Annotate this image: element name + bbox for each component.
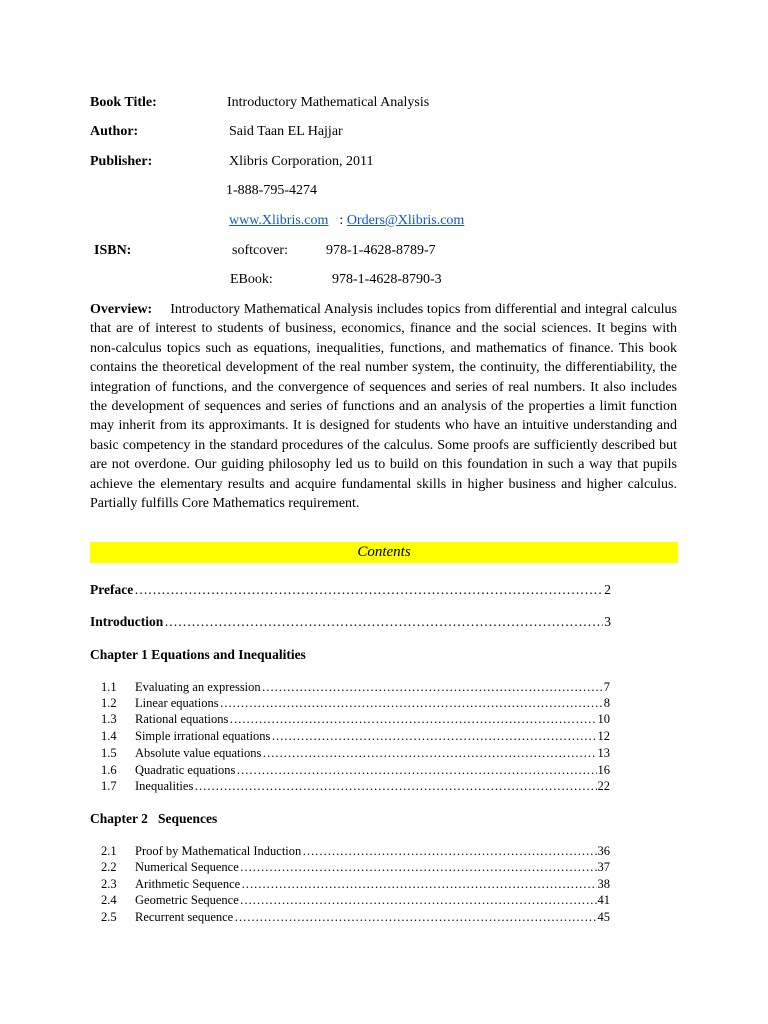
toc-entry-title: Introduction xyxy=(90,614,164,629)
overview-paragraph xyxy=(90,300,677,513)
toc-entry-page: 2 xyxy=(604,582,611,597)
section-page: 7 xyxy=(603,680,610,694)
section-page: 45 xyxy=(597,910,610,924)
toc-section[interactable] xyxy=(101,695,610,711)
section-page: 37 xyxy=(597,860,610,874)
section-title: Arithmetic Sequence xyxy=(135,877,241,891)
section-number: 1.4 xyxy=(101,729,117,743)
toc-section[interactable] xyxy=(101,892,610,908)
section-number: 2.2 xyxy=(101,860,117,874)
section-number: 2.5 xyxy=(101,910,117,924)
toc-section[interactable] xyxy=(101,728,610,744)
toc-leader-dots xyxy=(236,762,596,778)
toc-leader-dots xyxy=(220,695,603,711)
section-page: 36 xyxy=(597,844,610,858)
section-page: 38 xyxy=(597,877,610,891)
softcover-isbn: 978-1-4628-8789-7 xyxy=(326,243,436,258)
section-page: 13 xyxy=(597,746,610,760)
toc-leader-dots xyxy=(241,876,596,892)
book-title: Introductory Mathematical Analysis xyxy=(227,95,430,110)
toc-leader-dots xyxy=(240,859,597,875)
publisher-name: Xlibris Corporation, 2011 xyxy=(229,154,374,169)
toc-leader-dots xyxy=(134,581,603,598)
toc-section[interactable] xyxy=(101,679,610,695)
section-title: Inequalities xyxy=(135,779,194,793)
section-page: 22 xyxy=(597,779,610,793)
toc-entry-title: Preface xyxy=(90,582,134,597)
toc-leader-dots xyxy=(271,728,596,744)
toc-section[interactable] xyxy=(101,778,610,794)
author-name: Said Taan EL Hajjar xyxy=(229,124,343,139)
toc-section[interactable] xyxy=(101,859,610,875)
overview-label: Overview: xyxy=(90,302,153,317)
toc-section[interactable] xyxy=(101,762,610,778)
toc-leader-dots xyxy=(164,613,603,630)
toc-leader-dots xyxy=(262,679,603,695)
section-title: Numerical Sequence xyxy=(135,860,239,874)
toc-leader-dots xyxy=(229,711,596,727)
toc-leader-dots xyxy=(302,843,596,859)
section-number: 2.1 xyxy=(101,844,117,858)
section-page: 10 xyxy=(597,712,610,726)
publisher-phone: 1-888-795-4274 xyxy=(226,183,317,198)
publisher-contact-line xyxy=(229,212,464,230)
section-title: Geometric Sequence xyxy=(135,893,239,907)
section-page: 8 xyxy=(603,696,610,710)
email-link[interactable]: Orders@Xlibris.com xyxy=(346,213,465,228)
section-number: 1.1 xyxy=(101,680,117,694)
website-link[interactable]: www.Xlibris.com xyxy=(229,213,329,228)
section-page: 12 xyxy=(597,729,610,743)
contents-heading: Contents xyxy=(90,542,678,563)
book-title-label: Book Title: xyxy=(90,95,157,110)
section-number: 1.5 xyxy=(101,746,117,760)
isbn-label: ISBN: xyxy=(94,243,132,258)
section-number: 1.2 xyxy=(101,696,117,710)
section-title: Linear equations xyxy=(135,696,219,710)
overview-text: Introductory Mathematical Analysis includes topics from differential and integral calculus that are of interest to students of business, economics, finance and the social sciences. It begins with non-calculus topics such as equations, inequalities, functions, and mathematics of finance. This book contains the theoretical development of the real number system, the continuity, the differentiability, the integration of functions, and the convergence of sequences and series of real numbers. It also includes the development of sequences and series of functions and an analysis of the properties a limit function may inherit from its approximants. It is designed for students who have an intuitive understanding and basic competency in the standard procedures of the calculus. Some proofs are sufficiently described but are not overdone. Our guiding philosophy led us to build on this foundation in such a way that pupils achieve the elementary results and acquire fundamental skills in higher business and higher calculus. Partially fulfills Core Mathematics requirement. xyxy=(90,302,677,512)
toc-section[interactable] xyxy=(101,876,610,892)
section-title: Absolute value equations xyxy=(135,746,262,760)
section-number: 1.7 xyxy=(101,779,117,793)
toc-leader-dots xyxy=(234,909,596,925)
softcover-label: softcover: xyxy=(232,243,288,258)
section-title: Quadratic equations xyxy=(135,763,236,777)
chapter-1-heading[interactable]: Chapter 1 Equations and Inequalities xyxy=(90,647,306,662)
section-title: Simple irrational equations xyxy=(135,729,271,743)
toc-section[interactable] xyxy=(101,843,610,859)
toc-entry-page: 3 xyxy=(604,614,611,629)
section-number: 1.3 xyxy=(101,712,117,726)
section-title: Recurrent sequence xyxy=(135,910,234,924)
section-number: 2.4 xyxy=(101,893,117,907)
toc-section[interactable] xyxy=(101,711,610,727)
toc-entry-preface[interactable] xyxy=(90,581,611,598)
contact-separator: : xyxy=(339,213,344,228)
toc-leader-dots xyxy=(194,778,596,794)
section-title: Proof by Mathematical Induction xyxy=(135,844,302,858)
section-page: 16 xyxy=(597,763,610,777)
section-number: 2.3 xyxy=(101,877,117,891)
toc-leader-dots xyxy=(240,892,597,908)
section-page: 41 xyxy=(597,893,610,907)
toc-section[interactable] xyxy=(101,909,610,925)
ebook-isbn: 978-1-4628-8790-3 xyxy=(332,272,442,287)
publisher-label: Publisher: xyxy=(90,154,153,169)
toc-section[interactable] xyxy=(101,745,610,761)
section-title: Rational equations xyxy=(135,712,229,726)
author-label: Author: xyxy=(90,124,139,139)
ebook-label: EBook: xyxy=(230,272,273,287)
section-number: 1.6 xyxy=(101,763,117,777)
section-title: Evaluating an expression xyxy=(135,680,261,694)
toc-leader-dots xyxy=(262,745,596,761)
chapter-2-heading[interactable]: Chapter 2 Sequences xyxy=(90,811,218,826)
toc-entry-introduction[interactable] xyxy=(90,613,611,630)
